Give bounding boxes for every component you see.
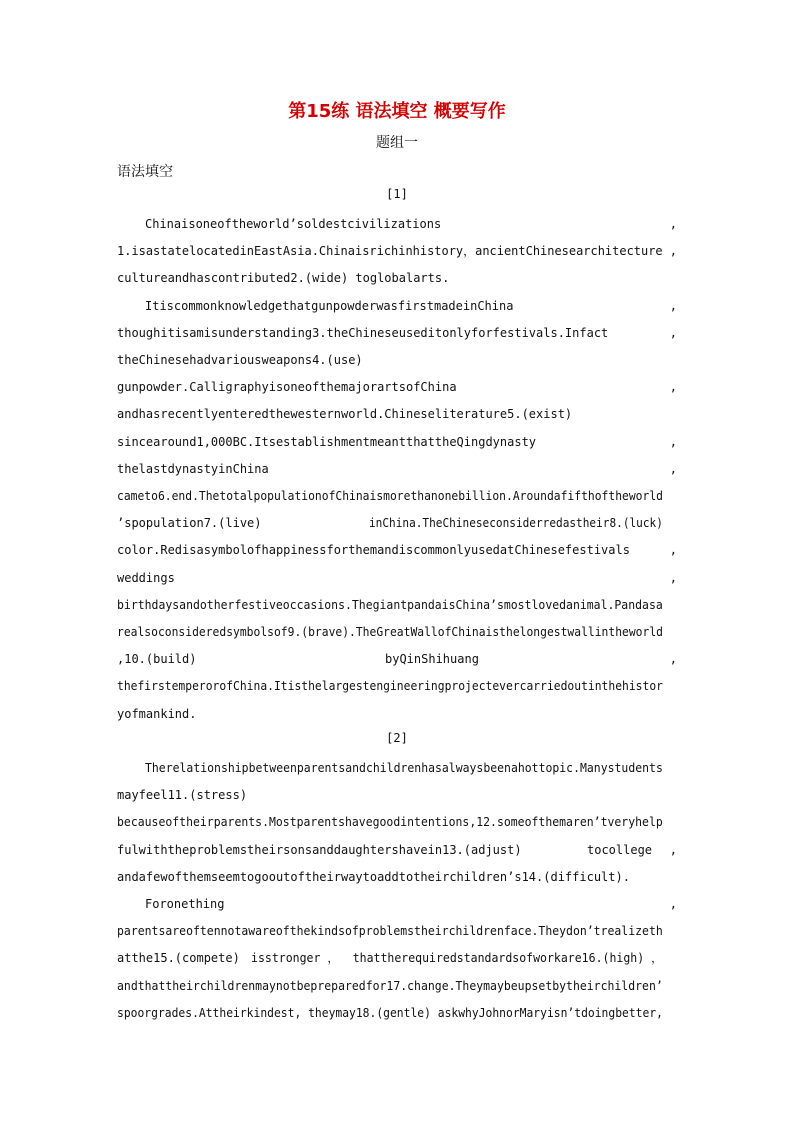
passage-line: andafewofthemseemtogooutoftheirwaytoaddtotheirchildren’s14.(difficult). (117, 870, 630, 884)
passage-line: andhasrecentlyenteredthewesternworld.Chineseliterature5.(exist) (117, 407, 573, 421)
passage-line: andthattheirchildrenmaynotbepreparedfor17.change.Theymaybeupsetbytheirchildren’ (117, 979, 663, 993)
passage-line: fulwiththeproblemstheirsonsanddaughtershavein13.(adjust) tocollege , (117, 843, 677, 857)
passage-line: cultureandhascontributed2.(wide) toglobalarts. (117, 271, 450, 285)
passage-line: thelastdynastyinChina , (117, 462, 677, 476)
passage-line: ,10.(build) byQinShihuang , (117, 652, 677, 666)
passage-line: thefirstemperorofChina.Itisthelargestengineeringprojectevercarriedoutinthehistor (117, 679, 663, 693)
passage-label: [1] (386, 187, 408, 201)
passage-line: thoughitisamisunderstanding3.theChineseuseditonlyforfestivals.Infact , (117, 326, 677, 340)
passage-line: ’spopulation7.(live) inChina.TheChineseconsiderredastheir8.(luck) (117, 516, 663, 530)
passage-line: mayfeel11.(stress) (117, 788, 248, 802)
passage-line: parentsareoftennotawareofthekindsofproblemstheirchildrenface.Theydon’trealizeth (117, 924, 663, 938)
page-title: 第15练 语法填空 概要写作 (288, 101, 506, 122)
passage-line: sincearound1,000BC.ItsestablishmentmeantthattheQingdynasty , (117, 435, 677, 449)
passage-line: cametо6.end.ThetotalpopulationofChinaismorethanonebillion.Aroundafifthoftheworld (117, 489, 663, 503)
passage-line: birthdaysandotherfestiveoccasions.ThegiantpandaisChina’smostlovedanimal.Pandasa (117, 598, 663, 612)
passage-line: color.RedisasymbolofhappinessforthemandiscommonlyusedatChinesefestivals , (117, 543, 677, 557)
section-label: 语法填空 (117, 164, 173, 180)
passage-line: realsoconsideredsymbolsof9.(brave).TheGreatWallofChinaisthelongestwallintheworld (117, 625, 663, 639)
passage-line: weddings , (117, 571, 677, 585)
passage-line: gunpowder.CalligraphyisoneofthemajorartsofChina , (117, 380, 677, 394)
passage-line: yofmankind. (117, 707, 197, 721)
passage-line: becauseoftheirparents.Mostparentshavegoodintentions,12.someofthemaren’tveryhelp (117, 815, 663, 829)
group-subtitle: 题组一 (376, 135, 418, 151)
passage-line: Therelationshipbetweenparentsandchildrenhasalwaysbeenahottopic.Manystudents (145, 761, 663, 775)
passage-line: spoorgrades.Attheirkindest, theymay18.(gentle) askwhyJohnorMaryisn’tdoingbetter, (117, 1006, 663, 1020)
passage-line: ItiscommonknowledgethatgunpowderwasfirstmadeinChina , (145, 299, 677, 313)
passage-label: [2] (386, 731, 408, 745)
passage-line: atthe15.(compete) isstronger ， thattherequiredstandardsofworkare16.(high) ， (117, 951, 663, 965)
passage-line: Chinaisoneoftheworld’soldestcivilizations , (145, 217, 677, 231)
passage-line: 1.isastatelocatedinEastAsia.Chinaisrichinhistory，ancientChinesearchitecture , (117, 244, 677, 258)
passage-line: theChinesehadvariousweapons4.(use) (117, 353, 363, 367)
passage-line: Foronething , (145, 897, 677, 911)
